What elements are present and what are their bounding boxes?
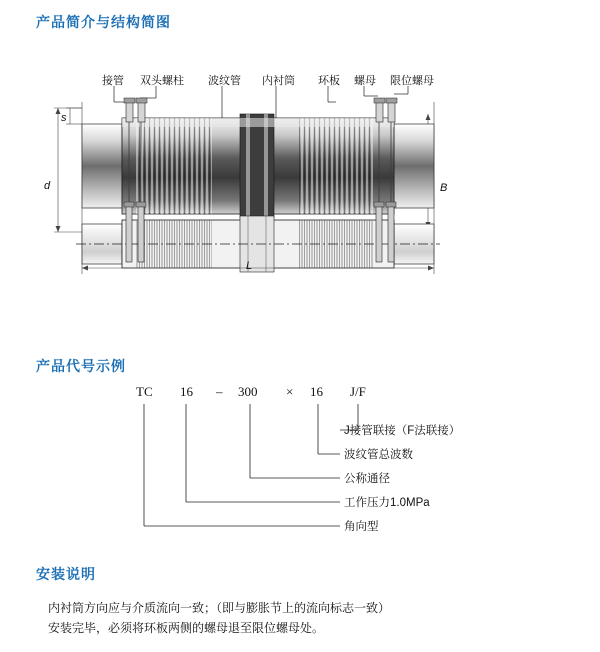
code-token-1: 16 [180,384,193,399]
code-leader-lines [36,378,564,538]
code-desc-2: 公称通径 [344,473,390,485]
callout-label-1: 双头螺柱 [140,75,184,87]
code-desc-3: 工作压力1.0MPa [344,497,430,509]
code-token-3: 300 [238,384,258,399]
code-token-0: TC [136,384,153,399]
structure-drawing-svg [36,62,564,292]
structure-diagram [36,62,564,292]
callout-label-5: 螺母 [354,75,376,87]
callout-label-4: 环板 [318,75,340,87]
dimension-label-B: B [440,182,448,194]
code-token-6: J/F [350,384,366,399]
callout-label-2: 波纹管 [208,75,241,87]
dimension-label-s: s [61,112,67,124]
callout-label-3: 内衬筒 [262,75,295,87]
section-title-structure: 产品简介与结构简图 [36,14,171,30]
product-code-diagram [36,378,564,538]
dimension-label-L: L [246,260,253,272]
section-title-install: 安装说明 [36,566,96,582]
dimension-label-d: d [44,180,51,192]
section-title-code: 产品代号示例 [36,358,126,374]
code-token-4: × [286,384,294,399]
install-note-line-0: 内衬筒方向应与介质流向一致；（即与膨胀节上的流向标志一致） [48,601,391,615]
callout-label-0: 接管 [102,75,124,87]
install-notes [48,598,568,638]
code-desc-0: J接管联接（F法联接） [344,425,461,437]
install-note-line-1: 安装完毕，必须将环板两侧的螺母退至限位螺母处。 [48,621,325,635]
code-token-2: – [216,384,223,399]
code-desc-1: 波纹管总波数 [344,449,413,461]
code-desc-4: 角向型 [344,521,379,533]
callout-label-6: 限位螺母 [390,75,434,87]
code-token-5: 16 [310,384,323,399]
